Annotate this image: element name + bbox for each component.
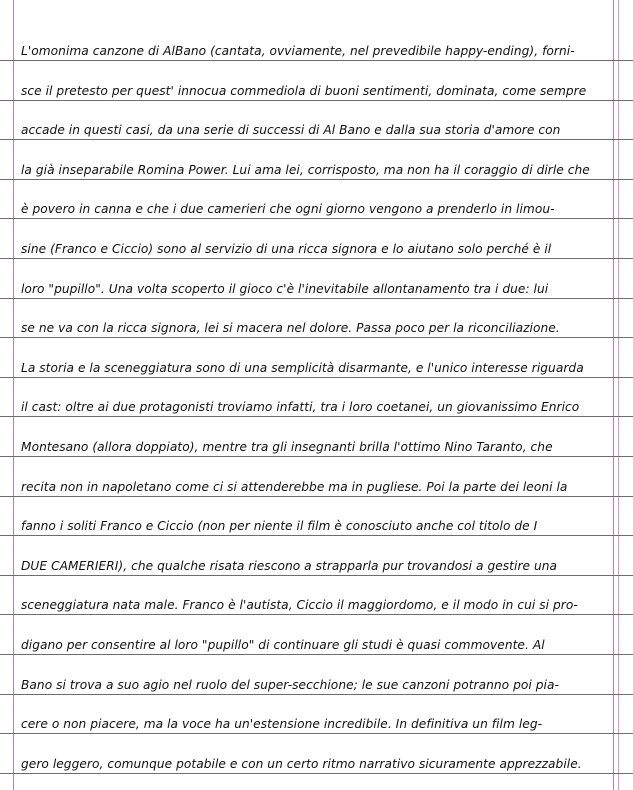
- text-line: recita non in napoletano come ci si attenderebbe ma in pugliese. Poi la parte dei leoni la: [21, 480, 568, 494]
- text-line: è povero in canna e che i due camerieri che ogni giorno vengono a prenderlo in limou-: [21, 202, 555, 216]
- right-margin-line-outer: [618, 0, 619, 790]
- right-margin-line: [613, 0, 614, 790]
- text-line: se ne va con la ricca signora, lei si macera nel dolore. Passa poco per la riconciliazione.: [21, 321, 560, 335]
- text-line: digano per consentire al loro "pupillo" di continuare gli studi è quasi commovente. Al: [21, 638, 545, 652]
- text-line: il cast: oltre ai due protagonisti troviamo infatti, tra i loro coetanei, un giovanissimo Enrico: [21, 400, 580, 414]
- text-line: fanno i soliti Franco e Ciccio (non per niente il film è conosciuto anche col titolo de I: [21, 519, 538, 533]
- text-line: loro "pupillo". Una volta scoperto il gioco c'è l'inevitabile allontanamento tra i due: lui: [21, 282, 549, 296]
- text-line: gero leggero, comunque potabile e con un certo ritmo narrativo sicuramente apprezzabile.: [21, 757, 582, 771]
- text-line: cere o non piacere, ma la voce ha un'estensione incredibile. In definitiva un film leg-: [21, 717, 543, 731]
- text-line: Montesano (allora doppiato), mentre tra gli insegnanti brilla l'ottimo Nino Taranto, che: [21, 440, 553, 454]
- text-line: accade in questi casi, da una serie di successi di Al Bano e dalla sua storia d'amore con: [21, 123, 561, 137]
- text-line: la già inseparabile Romina Power. Lui ama lei, corrisposto, ma non ha il coraggio di dirle che: [21, 163, 590, 177]
- text-line: sceneggiatura nata male. Franco è l'autista, Ciccio il maggiordomo, e il modo in cui si pro-: [21, 598, 578, 612]
- text-line: DUE CAMERIERI), che qualche risata riescono a strapparla pur trovandosi a gestire una: [21, 559, 558, 573]
- text-line: sine (Franco e Ciccio) sono al servizio di una ricca signora e lo aiutano solo perché è il: [21, 242, 552, 256]
- left-margin-line: [13, 0, 14, 790]
- text-line: sce il pretesto per quest' innocua commediola di buoni sentimenti, dominata, come sempre: [21, 84, 587, 98]
- text-line: Bano si trova a suo agio nel ruolo del super-secchione; le sue canzoni potranno poi pia-: [21, 678, 559, 692]
- text-line: L'omonima canzone di AlBano (cantata, ovviamente, nel prevedibile happy-ending), forni-: [21, 44, 575, 58]
- text-line: La storia e la sceneggiatura sono di una semplicità disarmante, e l'unico interesse riguarda: [21, 361, 584, 375]
